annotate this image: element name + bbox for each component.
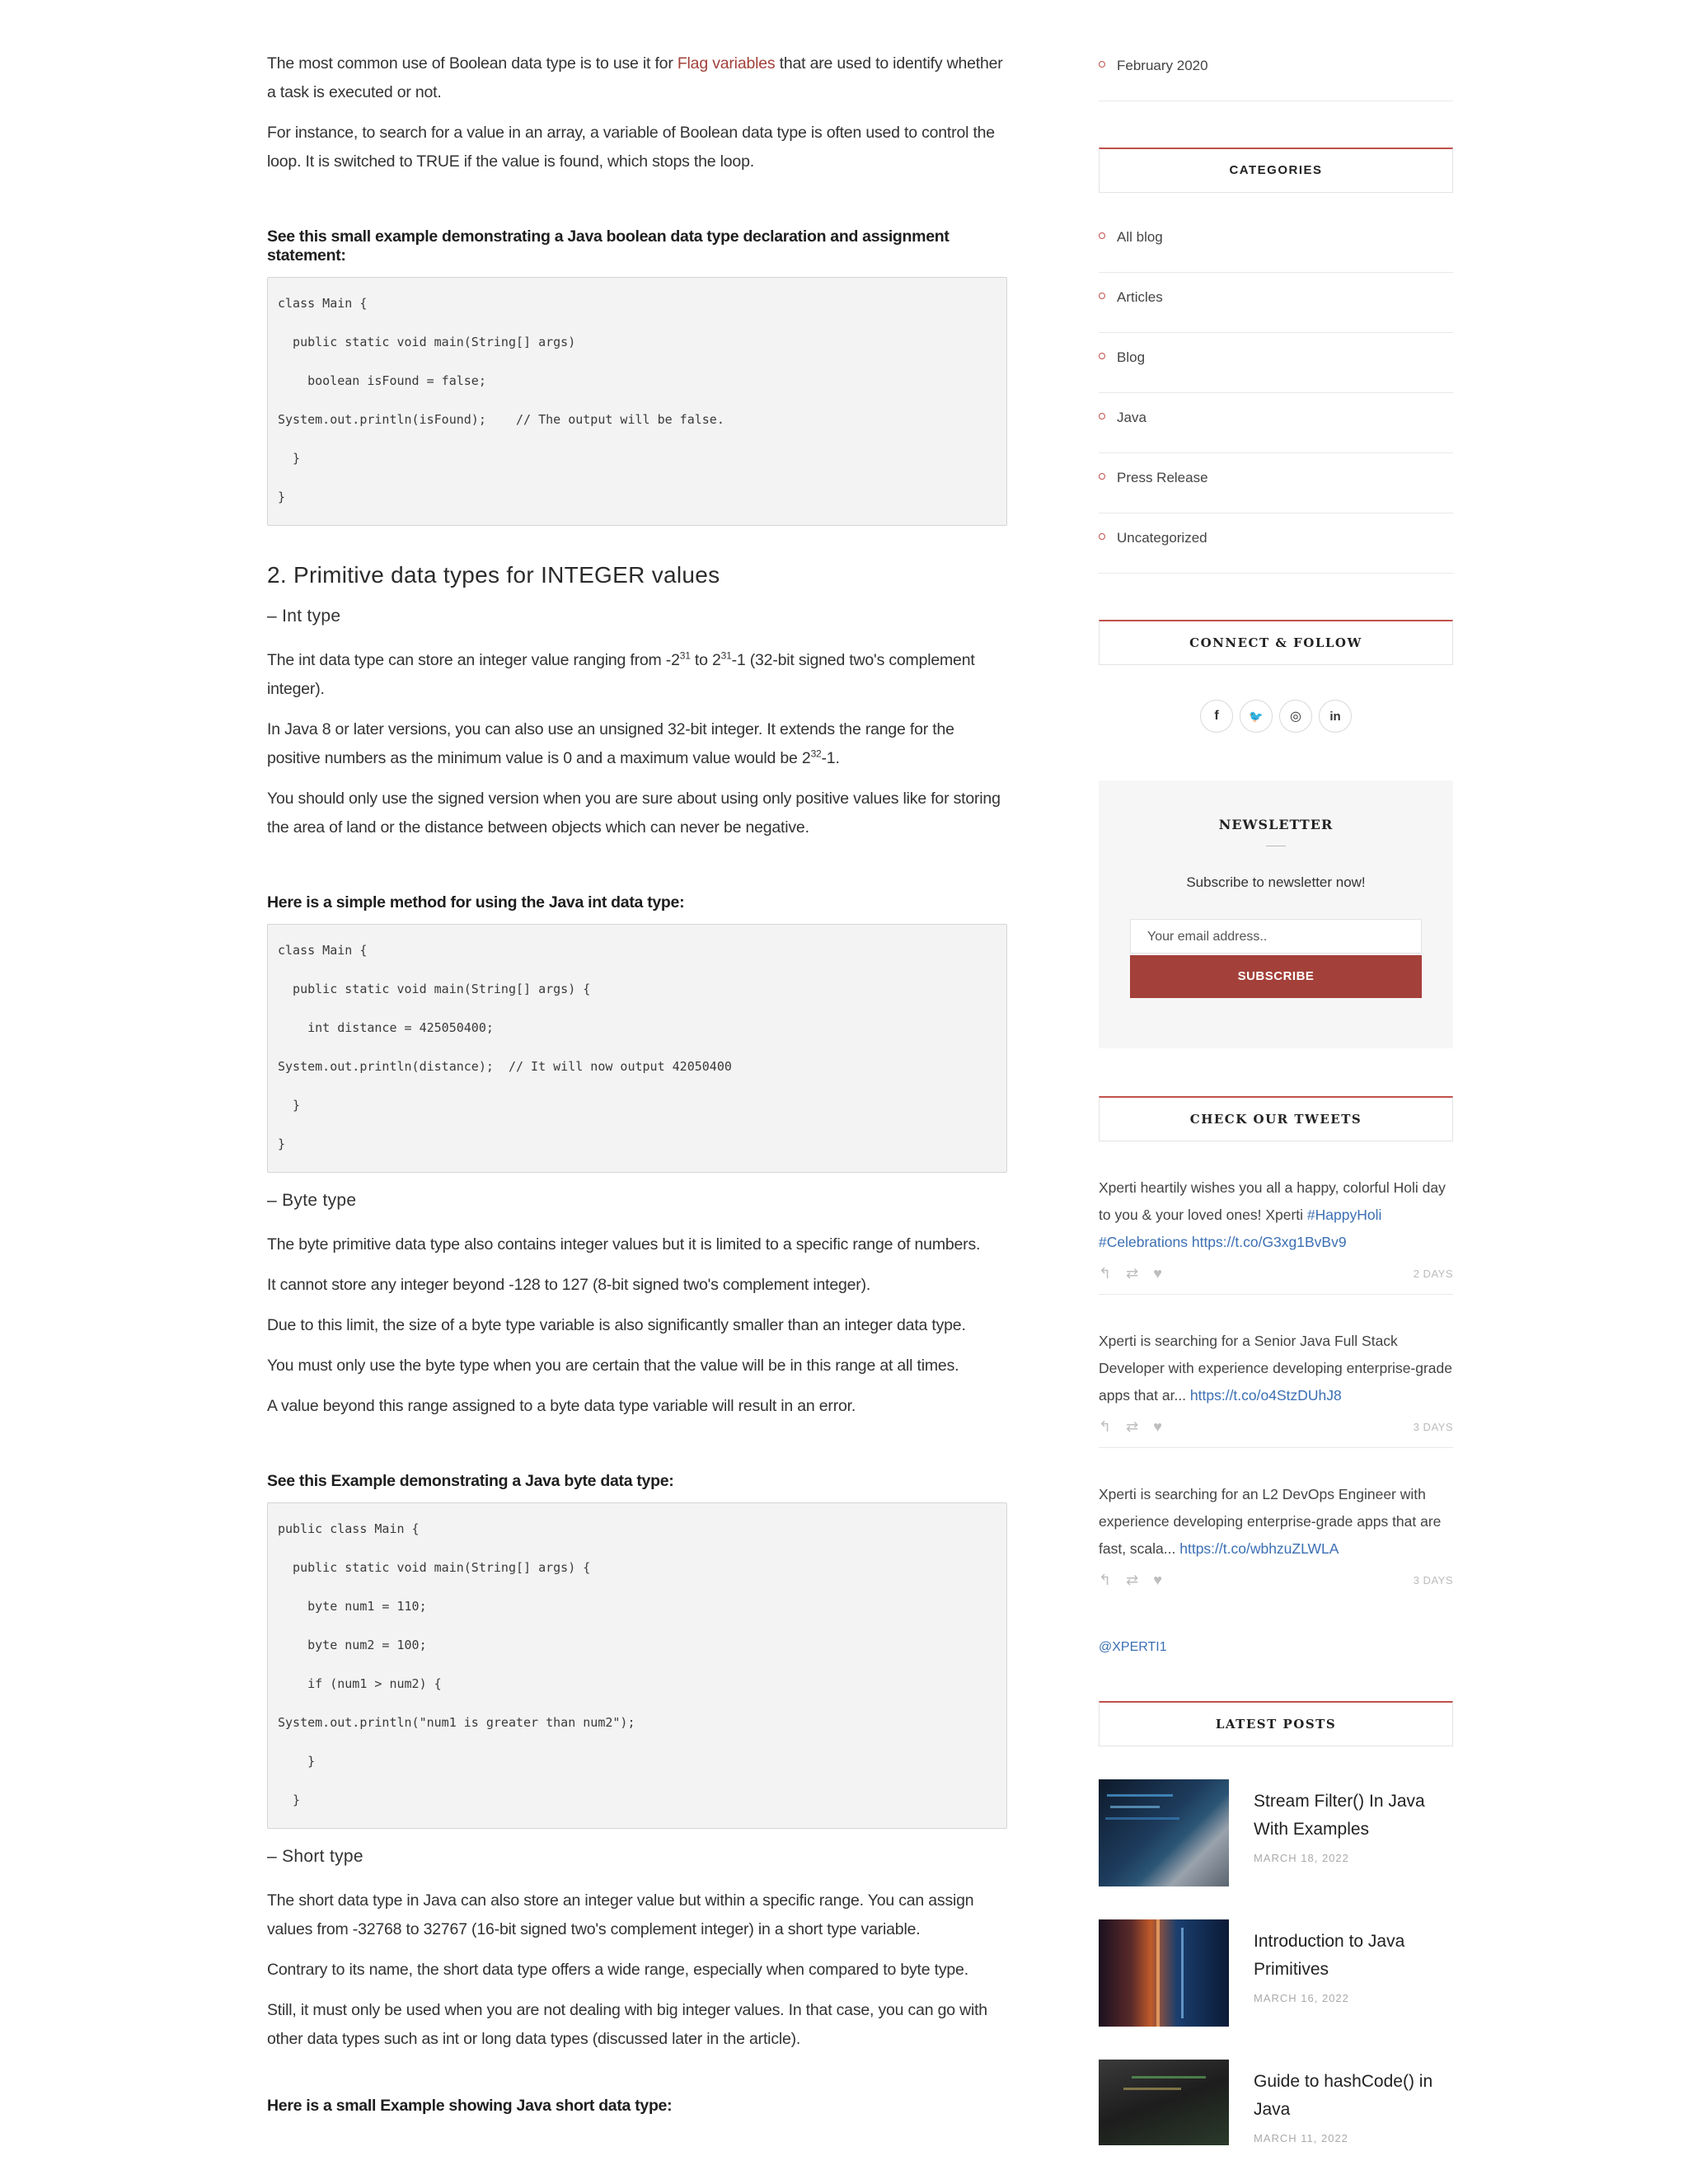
twitter-icon[interactable]: 🐦 (1240, 700, 1273, 733)
post-thumbnail[interactable] (1099, 2060, 1229, 2145)
post-thumbnail[interactable] (1099, 1919, 1229, 2027)
bullet-icon (1099, 61, 1105, 68)
post-title[interactable]: Stream Filter() In Java With Examples (1254, 1792, 1425, 1839)
latest-post-item[interactable] (1099, 1919, 1453, 2027)
code-line: } (278, 1793, 301, 1807)
bullet-icon (1099, 293, 1105, 299)
tweet-actions (1099, 1261, 1453, 1295)
tweet-age: 2 DAYS (1413, 1267, 1453, 1280)
social-links (1099, 700, 1453, 733)
bullet-icon (1099, 473, 1105, 480)
paragraph: The most common use of Boolean data type is to use it for Flag variables that are used to identify whether a task is executed or not. (267, 54, 1003, 101)
paragraph: It cannot store any integer beyond -128 to 127 (8-bit signed two's complement integer). (267, 1276, 871, 1294)
bullet-icon (1099, 353, 1105, 359)
subsection-heading: – Short type (267, 1847, 363, 1866)
newsletter-widget (1099, 780, 1453, 1048)
code-line: int distance = 425050400; (278, 1020, 494, 1035)
code-line: } (278, 1754, 316, 1769)
example-lead: See this small example demonstrating a Java boolean data type declaration and assignment statement: (267, 227, 950, 265)
paragraph: The int data type can store an integer value ranging from $-2^{31}$ to $2^{31}-1$ (32-bit signed two's complement integer). (267, 649, 975, 698)
bullet-icon (1099, 533, 1105, 540)
linkedin-icon[interactable]: in (1319, 700, 1352, 733)
flag-variables-link[interactable]: Flag variables (677, 54, 776, 73)
bullet-icon (1099, 413, 1105, 419)
post-info (1254, 1919, 1453, 2027)
code-line: byte num1 = 110; (278, 1599, 427, 1614)
tweet-item (1099, 1328, 1453, 1448)
facebook-icon[interactable]: f (1200, 700, 1233, 733)
post-info (1254, 1779, 1453, 1886)
like-icon[interactable]: ♥ (1153, 1264, 1162, 1282)
category-item[interactable]: Java (1099, 401, 1453, 453)
tweets-widget-title: CHECK OUR TWEETS (1099, 1096, 1453, 1141)
tweet-age: 3 DAYS (1413, 1573, 1453, 1586)
code-line: boolean isFound = false; (278, 373, 486, 388)
latest-post-item[interactable] (1099, 1779, 1453, 1886)
tweet-item (1099, 1174, 1453, 1295)
tweet-text: Xperti is searching for a Senior Java Full Stack Developer with experience developing enterprise-grade apps that ar... https://t.co/o4StzDUhJ8 (1099, 1333, 1453, 1404)
tweet-item (1099, 1481, 1453, 1601)
category-item[interactable]: Press Release (1099, 462, 1453, 513)
subsection-heading: – Int type (267, 607, 341, 626)
paragraph: For instance, to search for a value in an array, a variable of Boolean data type is often used to control the loop. It is switched to TRUE if the value is found, which stops the loop. (267, 124, 995, 171)
code-line: public static void main(String[] args) { (278, 1560, 591, 1575)
code-line: public static void main(String[] args) (278, 335, 576, 349)
post-thumbnail[interactable] (1099, 1779, 1229, 1886)
reply-icon[interactable]: ↰ (1099, 1571, 1112, 1588)
reply-icon[interactable]: ↰ (1099, 1264, 1112, 1282)
paragraph: The short data type in Java can also store an integer value but within a specific range. You can assign values from -32768 to 32767 (16-bit signed two's complement integer) in a short type variable. (267, 1891, 974, 1938)
code-line: class Main { (278, 296, 368, 311)
code-line: class Main { (278, 943, 368, 958)
bullet-icon (1099, 232, 1105, 239)
code-line: } (278, 451, 301, 466)
retweet-icon[interactable]: ⇄ (1126, 1264, 1139, 1282)
like-icon[interactable]: ♥ (1153, 1571, 1162, 1588)
section-heading: 2. Primitive data types for INTEGER values (267, 562, 720, 588)
code-line: System.out.println("num1 is greater than num2"); (278, 1715, 635, 1730)
post-info (1254, 2060, 1453, 2145)
tweet-link[interactable]: #HappyHoli #Celebrations https://t.co/G3xg1BvBv9 (1099, 1207, 1382, 1250)
tweet-link[interactable]: https://t.co/o4StzDUhJ8 (1189, 1387, 1342, 1404)
paragraph: The byte primitive data type also contains integer values but it is limited to a specific range of numbers. (267, 1235, 981, 1254)
retweet-icon[interactable]: ⇄ (1126, 1418, 1139, 1435)
sidebar (1099, 49, 1453, 2145)
reply-icon[interactable]: ↰ (1099, 1418, 1112, 1435)
twitter-handle-link[interactable]: @XPERTI1 (1099, 1640, 1167, 1654)
retweet-icon[interactable]: ⇄ (1126, 1571, 1139, 1588)
archive-item[interactable]: February 2020 (1099, 49, 1453, 101)
code-line: System.out.println(isFound); // The output will be false. (278, 412, 724, 427)
code-block (267, 924, 1007, 1173)
code-line: } (278, 1098, 301, 1113)
newsletter-title: NEWSLETTER (1218, 817, 1334, 832)
code-line: } (278, 1137, 286, 1151)
subsection-heading: – Byte type (267, 1191, 357, 1210)
tweet-text: Xperti is searching for an L2 DevOps Engineer with experience developing enterprise-grade apps that are fast, scala... https://t.co/wbhzuZLWLA (1099, 1486, 1442, 1557)
example-lead: Here is a small Example showing Java short data type: (267, 2097, 673, 2115)
category-item[interactable]: Blog (1099, 341, 1453, 393)
tweet-link[interactable]: https://t.co/wbhzuZLWLA (1179, 1540, 1339, 1557)
code-line: public static void main(String[] args) { (278, 982, 591, 996)
latest-posts-widget-title: LATEST POSTS (1099, 1701, 1453, 1746)
post-date: MARCH 16, 2022 (1254, 1992, 1349, 2004)
paragraph: A value beyond this range assigned to a byte data type variable will result in an error. (267, 1397, 856, 1415)
category-item[interactable]: All blog (1099, 221, 1453, 273)
category-item[interactable]: Uncategorized (1099, 522, 1453, 574)
example-lead: See this Example demonstrating a Java byte data type: (267, 1472, 674, 1490)
tweet-text: Xperti heartily wishes you all a happy, colorful Holi day to you & your loved ones! Xperti #HappyHoli #Celebrations https://t.co/G3xg1BvBv9 (1099, 1179, 1446, 1250)
code-line: if (num1 > num2) { (278, 1676, 442, 1691)
code-line: System.out.println(distance); // It will now output 42050400 (278, 1059, 732, 1074)
like-icon[interactable]: ♥ (1153, 1418, 1162, 1435)
latest-post-item[interactable] (1099, 2060, 1453, 2145)
categories-list (1099, 221, 1453, 574)
email-field[interactable]: Your email address.. (1130, 919, 1422, 954)
example-lead: Here is a simple method for using the Java int data type: (267, 893, 685, 912)
paragraph: You must only use the byte type when you are certain that the value will be in this range at all times. (267, 1357, 959, 1375)
tweet-age: 3 DAYS (1413, 1420, 1453, 1433)
paragraph: You should only use the signed version when you are sure about using only positive values like for storing the area of land or the distance between objects which can never be negative. (267, 790, 1001, 837)
article-content (267, 49, 1007, 2127)
tweet-actions (1099, 1414, 1453, 1448)
post-title[interactable]: Introduction to Java Primitives (1254, 1932, 1405, 1979)
subscribe-button[interactable]: SUBSCRIBE (1130, 955, 1422, 998)
newsletter-subtitle: Subscribe to newsletter now! (1186, 874, 1366, 890)
connect-widget-title: CONNECT & FOLLOW (1099, 620, 1453, 665)
paragraph: Still, it must only be used when you are not dealing with big integer values. In that case, you can go with other data types such as int or long data types (discussed later in the article). (267, 2001, 987, 2048)
code-line: byte num2 = 100; (278, 1638, 427, 1652)
tweet-actions (1099, 1568, 1453, 1601)
post-date: MARCH 18, 2022 (1254, 1852, 1349, 1864)
instagram-icon[interactable]: ◎ (1279, 700, 1312, 733)
paragraph: Due to this limit, the size of a byte type variable is also significantly smaller than an integer data type. (267, 1316, 966, 1334)
post-title[interactable]: Guide to hashCode() in Java (1254, 2072, 1433, 2119)
paragraph: Contrary to its name, the short data type offers a wide range, especially when compared to byte type. (267, 1961, 968, 1979)
code-block (267, 1502, 1007, 1829)
post-date: MARCH 11, 2022 (1254, 2132, 1348, 2144)
paragraph: In Java 8 or later versions, you can also use an unsigned 32-bit integer. It extends the range for the positive numbers as the minimum value is 0 and a maximum value would be $2^{32}-1$. (267, 720, 954, 767)
categories-widget-title: CATEGORIES (1099, 148, 1453, 193)
category-item[interactable]: Articles (1099, 281, 1453, 333)
code-line: public class Main { (278, 1521, 420, 1536)
code-line: } (278, 490, 286, 504)
code-block (267, 277, 1007, 526)
